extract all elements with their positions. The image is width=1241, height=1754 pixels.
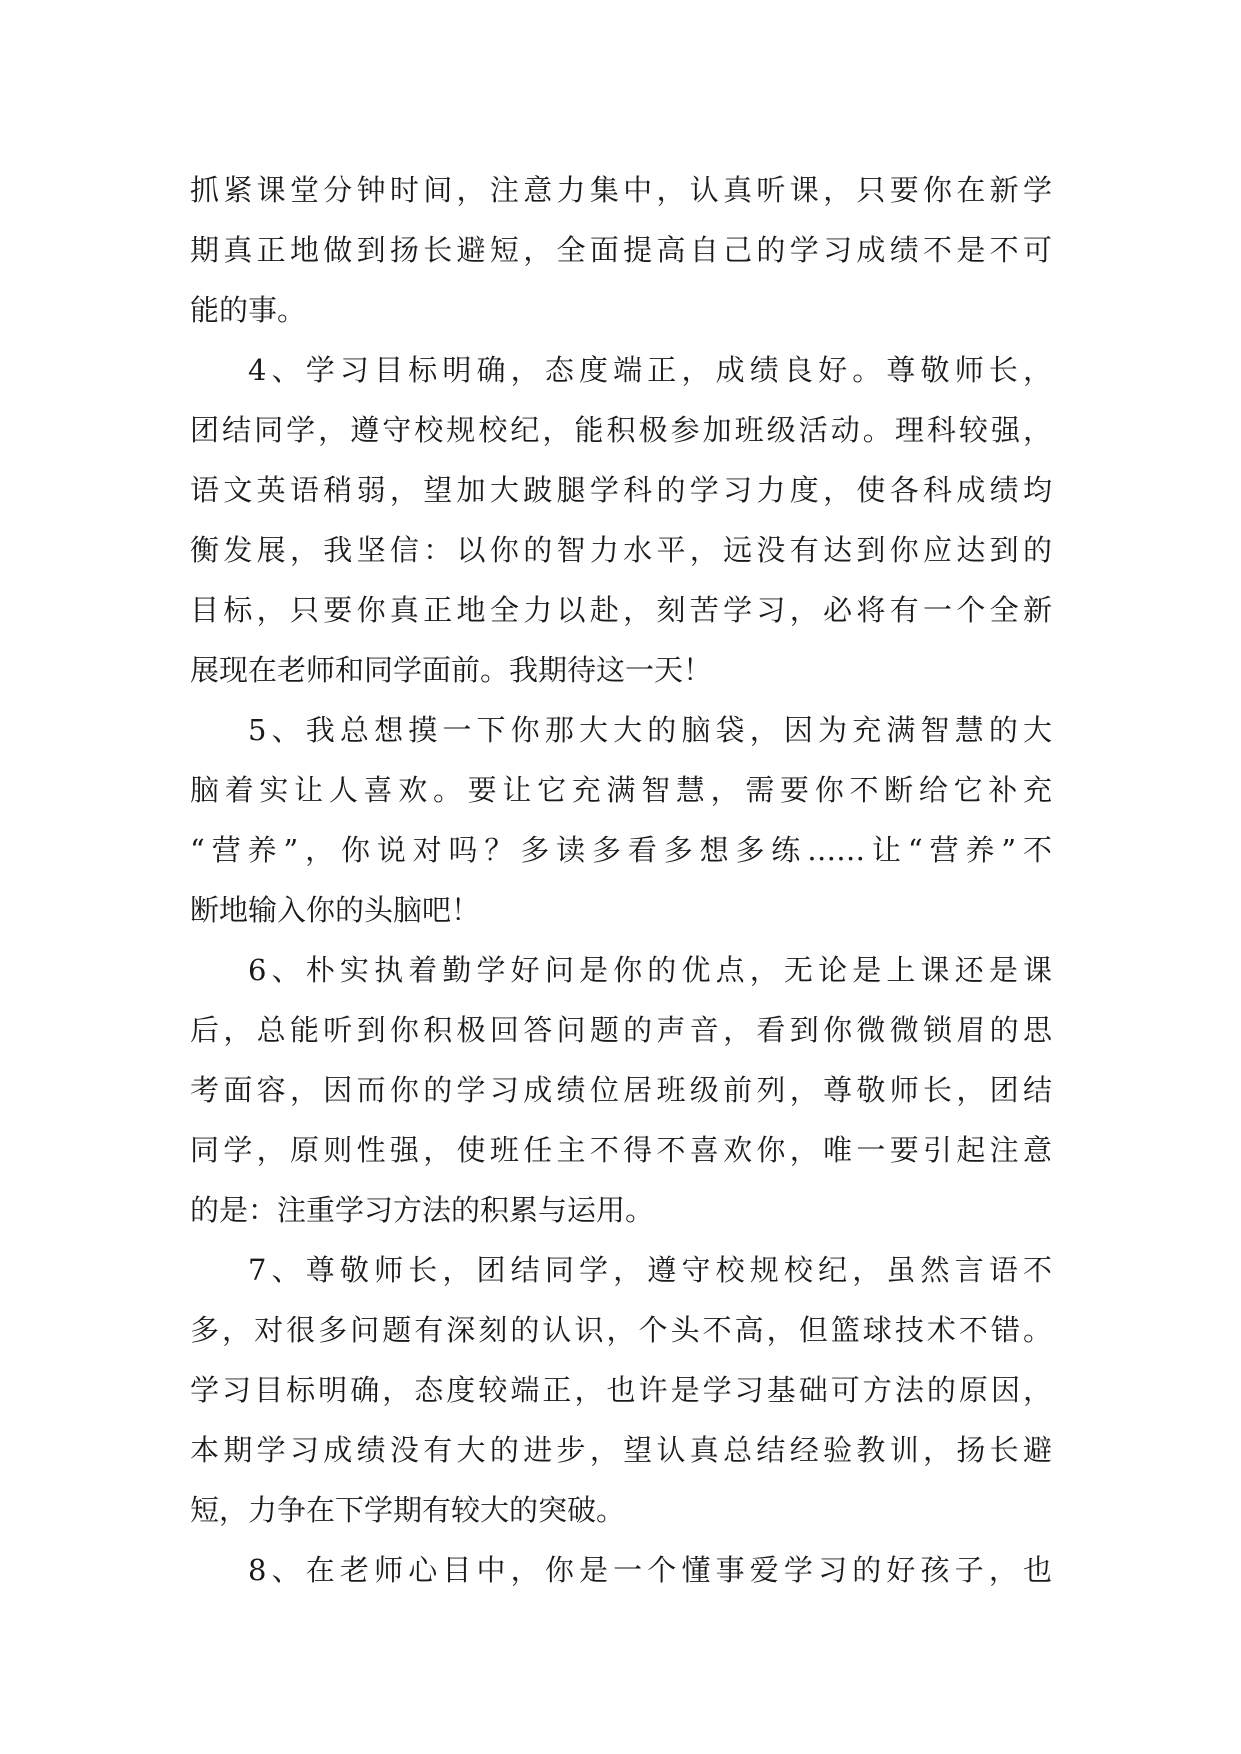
paragraph-item-5 xyxy=(190,700,1052,940)
text-line: 展现在老师和同学面前。我期待这一天！ xyxy=(190,653,713,687)
text-line: 7、尊敬师长，团结同学，遵守校规校纪，虽然言语不 xyxy=(248,1253,1052,1287)
paragraph-item-7 xyxy=(190,1240,1052,1540)
paragraph-item-4 xyxy=(190,340,1052,700)
paragraph-continuation xyxy=(190,160,1052,340)
text-line: “营养”，你说对吗？多读多看多想多练……让“营养”不 xyxy=(190,833,1052,867)
text-line: 衡发展，我坚信：以你的智力水平，远没有达到你应达到的 xyxy=(190,533,1052,567)
text-line: 语文英语稍弱，望加大跛腿学科的学习力度，使各科成绩均 xyxy=(190,473,1052,507)
text-line: 团结同学，遵守校规校纪，能积极参加班级活动。理科较强， xyxy=(190,413,1052,447)
text-line: 能的事。 xyxy=(190,293,307,327)
text-line: 4、学习目标明确，态度端正，成绩良好。尊敬师长， xyxy=(248,353,1052,387)
text-line: 的是：注重学习方法的积累与运用。 xyxy=(190,1193,655,1227)
text-line: 学习目标明确，态度较端正，也许是学习基础可方法的原因， xyxy=(190,1373,1052,1407)
text-line: 目标，只要你真正地全力以赴，刻苦学习，必将有一个全新 xyxy=(190,593,1052,627)
text-line: 5、我总想摸一下你那大大的脑袋，因为充满智慧的大 xyxy=(248,713,1052,747)
text-line: 期真正地做到扬长避短，全面提高自己的学习成绩不是不可 xyxy=(190,233,1052,267)
paragraph-item-6 xyxy=(190,940,1052,1240)
text-line: 6、朴实执着勤学好问是你的优点，无论是上课还是课 xyxy=(248,953,1052,987)
text-line: 后，总能听到你积极回答问题的声音，看到你微微锁眉的思 xyxy=(190,1013,1052,1047)
document-body xyxy=(190,160,1052,1600)
text-line: 脑着实让人喜欢。要让它充满智慧，需要你不断给它补充 xyxy=(190,773,1052,807)
text-line: 本期学习成绩没有大的进步，望认真总结经验教训，扬长避 xyxy=(190,1433,1052,1467)
text-line: 短，力争在下学期有较大的突破。 xyxy=(190,1493,626,1527)
text-line: 考面容，因而你的学习成绩位居班级前列，尊敬师长，团结 xyxy=(190,1073,1052,1107)
text-line: 8、在老师心目中，你是一个懂事爱学习的好孩子，也 xyxy=(248,1553,1052,1587)
text-line: 同学，原则性强，使班任主不得不喜欢你，唯一要引起注意 xyxy=(190,1133,1052,1167)
paragraph-item-8 xyxy=(190,1540,1052,1600)
text-line: 断地输入你的头脑吧！ xyxy=(190,893,481,927)
text-line: 抓紧课堂分钟时间，注意力集中，认真听课，只要你在新学 xyxy=(190,173,1052,207)
text-line: 多，对很多问题有深刻的认识，个头不高，但篮球技术不错。 xyxy=(190,1313,1052,1347)
